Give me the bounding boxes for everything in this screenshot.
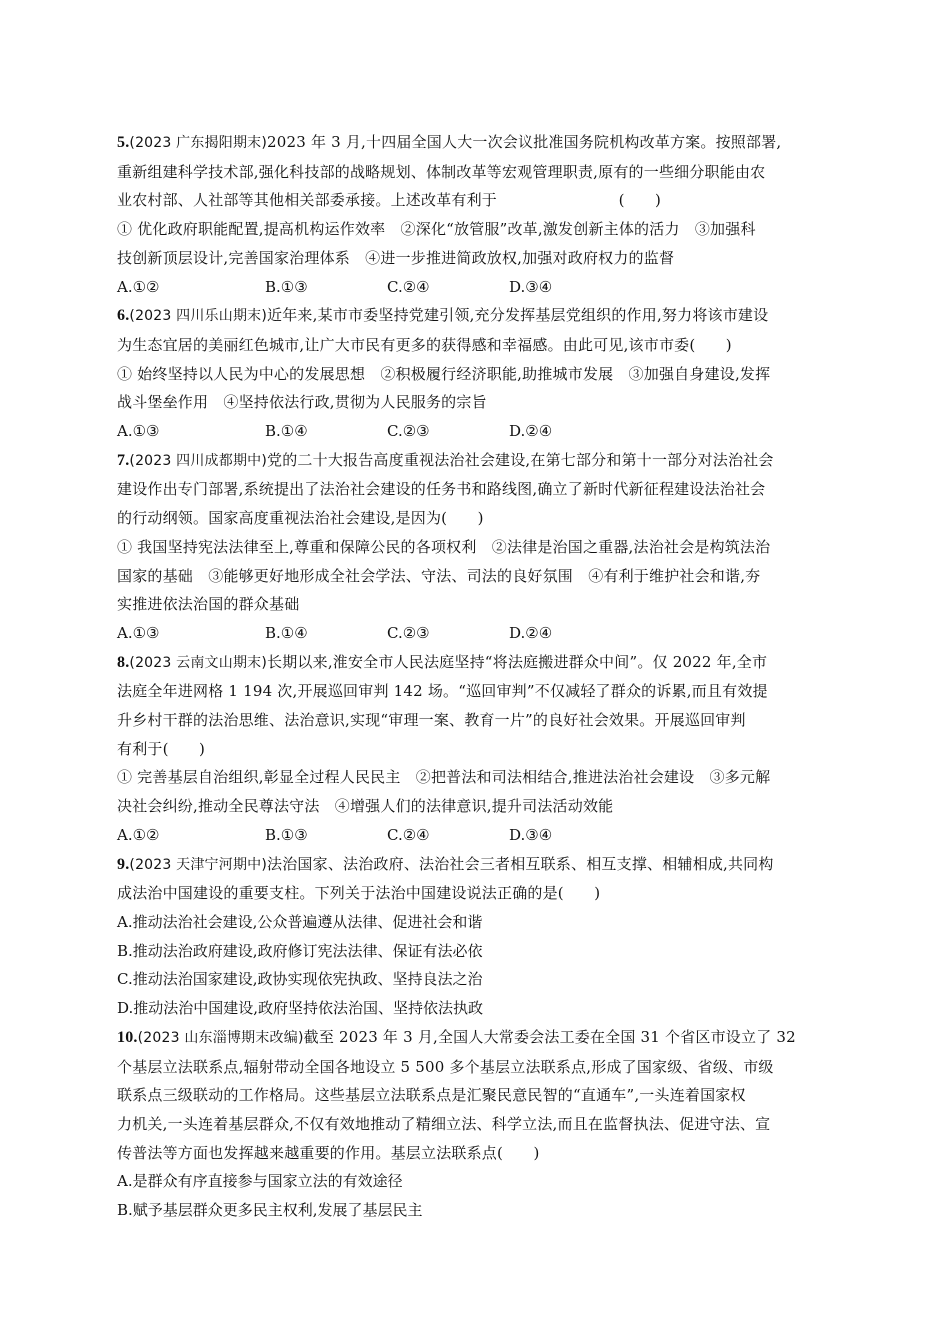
option-c: C.推动法治国家建设,政协实现依宪执政、坚持良法之治 xyxy=(117,970,483,989)
option-d: D.推动法治中国建设,政府坚持依法治国、坚持依法执政 xyxy=(117,999,484,1018)
question-stem-line: 为生态宜居的美丽红色城市,让广大市民有更多的获得感和幸福感。由此可见,该市市委( ) xyxy=(117,335,732,354)
statement-line: ① 我国坚持宪法法律至上,尊重和保障公民的各项权利 ②法律是治国之重器,法治社会是构筑法治 xyxy=(117,537,771,556)
choice-d: D.③④ xyxy=(509,277,553,296)
question-number: 5. xyxy=(117,134,130,151)
question-stem-line: 9.(2023 天津宁河期中)法治国家、法治政府、法治社会三者相互联系、相互支撑、相辅相成,共同构 xyxy=(117,854,774,873)
question-7 xyxy=(117,446,838,648)
question-stem-line: 联系点三级联动的工作格局。这些基层立法联系点是汇聚民意民智的“直通车”,一头连着国家权 xyxy=(117,1086,746,1105)
question-number: 10. xyxy=(117,1028,138,1046)
question-stem-line: 建设作出专门部署,系统提出了法治社会建设的任务书和路线图,确立了新时代新征程建设法治社会 xyxy=(117,480,766,499)
choice-c: C.②③ xyxy=(387,422,430,441)
statement-line: 实推进依法治国的群众基础 xyxy=(117,595,300,614)
question-number: 6. xyxy=(117,307,130,325)
question-8 xyxy=(117,648,838,850)
choice-c: C.②③ xyxy=(387,623,430,642)
question-stem-line: 力机关,一头连着基层群众,不仅有效地推动了精细立法、科学立法,而且在监督执法、促进守法、宣 xyxy=(117,1114,771,1133)
choice-b: B.①④ xyxy=(265,422,308,441)
question-number: 9. xyxy=(117,855,130,873)
question-5 xyxy=(117,128,838,301)
option-a: A.推动法治社会建设,公众普遍遵从法律、促进社会和谐 xyxy=(117,912,483,931)
question-stem-line: 6.(2023 四川乐山期末)近年来,某市市委坚持党建引领,充分发挥基层党组织的作用,努力将该市建设 xyxy=(117,306,769,325)
choice-d: D.②④ xyxy=(509,623,553,642)
choice-a: A.①② xyxy=(117,825,160,844)
choice-a: A.①③ xyxy=(117,422,160,441)
choice-b: B.①④ xyxy=(265,623,308,642)
question-source: (2023 广东揭阳期末) xyxy=(129,135,268,151)
statement-line: ① 始终坚持以人民为中心的发展思想 ②积极履行经济职能,助推城市发展 ③加强自身建设,发挥 xyxy=(117,364,771,383)
question-stem-line: 法庭全年进网格 1 194 次,开展巡回审判 142 场。“巡回审判”不仅减轻了群众的诉累,而且有效提 xyxy=(117,682,768,701)
choice-d: D.③④ xyxy=(509,825,553,844)
statement-line: 战斗堡垒作用 ④坚持依法行政,贯彻为人民服务的宗旨 xyxy=(117,393,487,412)
question-stem-line: 有利于( ) xyxy=(117,739,206,758)
option-a: A.是群众有序直接参与国家立法的有效途径 xyxy=(117,1172,403,1191)
question-source: (2023 四川成都期中) xyxy=(129,452,268,469)
option-b: B.赋予基层群众更多民主权利,发展了基层民主 xyxy=(117,1201,423,1220)
answer-choices xyxy=(117,273,838,302)
question-source: (2023 云南文山期末) xyxy=(129,654,268,671)
answer-choices xyxy=(117,821,838,850)
statement-line: 技创新顶层设计,完善国家治理体系 ④进一步推进简政放权,加强对政府权力的监督 xyxy=(117,248,675,267)
question-6 xyxy=(117,301,838,446)
question-number: 8. xyxy=(117,653,130,671)
question-10 xyxy=(117,1023,838,1225)
question-source: (2023 四川乐山期末) xyxy=(129,308,268,325)
question-stem-line: 8.(2023 云南文山期末)长期以来,淮安全市人民法庭坚持“将法庭搬进群众中间”。仅 2022 年,全市 xyxy=(117,652,768,671)
question-stem-line: 7.(2023 四川成都期中)党的二十大报告高度重视法治社会建设,在第七部分和第十一部分对法治社会 xyxy=(117,450,774,469)
choice-b: B.①③ xyxy=(265,825,308,844)
choice-a: A.①② xyxy=(117,277,160,296)
statement-line: 决社会纠纷,推动全民尊法守法 ④增强人们的法律意识,提升司法活动效能 xyxy=(117,797,614,816)
choice-b: B.①③ xyxy=(265,277,308,296)
question-number: 7. xyxy=(117,451,130,469)
question-stem-line: 的行动纲领。国家高度重视法治社会建设,是因为( ) xyxy=(117,509,484,528)
question-9 xyxy=(117,850,838,1023)
question-stem-line: 业农村部、人社部等其他相关部委承接。上述改革有利于 ( ) xyxy=(117,191,662,210)
choice-c: C.②④ xyxy=(387,825,430,844)
question-stem-line: 个基层立法联系点,辐射带动全国各地设立 5 500 多个基层立法联系点,形成了国家级、省级、市级 xyxy=(117,1057,774,1076)
question-source: (2023 山东淄博期末改编) xyxy=(137,1029,304,1046)
question-stem-line: 成法治中国建设的重要支柱。下列关于法治中国建设说法正确的是( ) xyxy=(117,884,601,903)
question-stem-line: 升乡村干群的法治思维、法治意识,实现“审理一案、教育一片”的良好社会效果。开展巡回审判 xyxy=(117,711,746,730)
question-stem-line: 重新组建科学技术部,强化科技部的战略规划、体制改革等宏观管理职责,原有的一些细分职能由农 xyxy=(117,162,766,181)
choice-c: C.②④ xyxy=(387,277,430,296)
choice-d: D.②④ xyxy=(509,422,553,441)
question-source: (2023 天津宁河期中) xyxy=(129,856,268,873)
question-stem-line: 5.(2023 广东揭阳期末)2023 年 3 月,十四届全国人大一次会议批准国务院机构改革方案。按照部署, xyxy=(117,133,782,151)
statement-line: ① 完善基层自治组织,彰显全过程人民民主 ②把普法和司法相结合,推进法治社会建设 ③多元解 xyxy=(117,768,771,787)
answer-choices xyxy=(117,417,838,446)
option-b: B.推动法治政府建设,政府修订宪法法律、保证有法必依 xyxy=(117,941,483,960)
statement-line: ① 优化政府职能配置,提高机构运作效率 ②深化“放管服”改革,激发创新主体的活力 ③加强科 xyxy=(117,220,756,239)
statement-line: 国家的基础 ③能够更好地形成全社会学法、守法、司法的良好氛围 ④有利于维护社会和谐,夯 xyxy=(117,566,761,585)
question-stem-line: 10.(2023 山东淄博期末改编)截至 2023 年 3 月,全国人大常委会法工委在全国 31 个省区市设立了 32 xyxy=(117,1027,796,1046)
choice-a: A.①③ xyxy=(117,623,160,642)
question-stem-line: 传普法等方面也发挥越来越重要的作用。基层立法联系点( ) xyxy=(117,1143,540,1162)
answer-choices xyxy=(117,619,838,648)
